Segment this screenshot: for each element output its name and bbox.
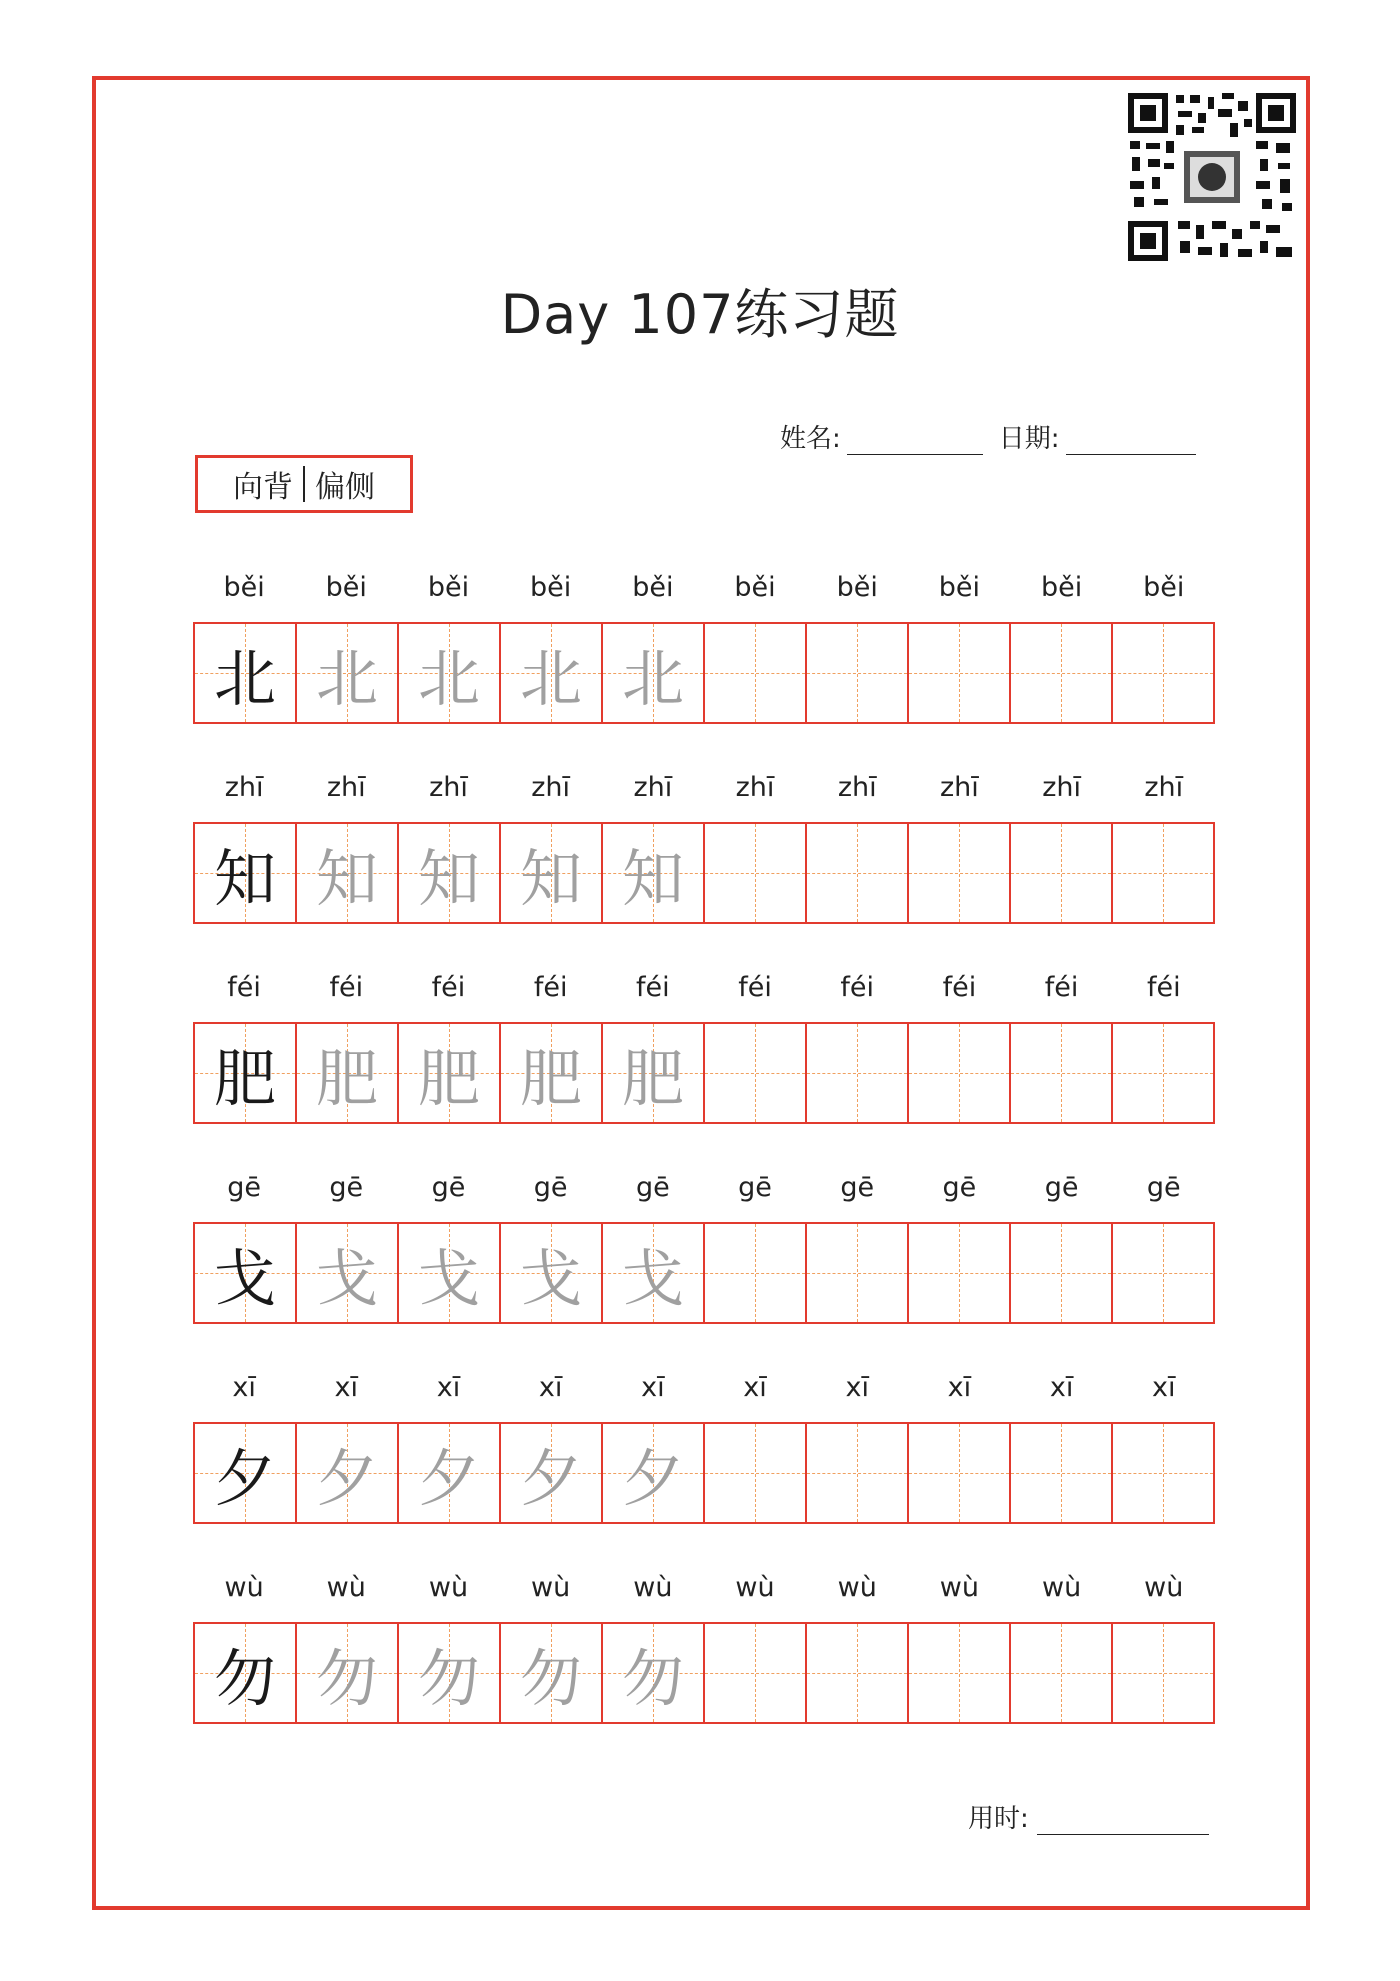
practice-row bbox=[193, 766, 1215, 924]
trace-character: 戈 bbox=[519, 1241, 582, 1315]
pinyin-label: wù bbox=[837, 1572, 877, 1603]
tian-grid bbox=[193, 1422, 1215, 1524]
trace-character: 夕 bbox=[519, 1441, 582, 1515]
writing-cell[interactable] bbox=[501, 1224, 603, 1322]
trace-character: 戈 bbox=[315, 1241, 378, 1315]
pinyin-label: gē bbox=[738, 1172, 772, 1203]
pinyin-label: wù bbox=[1144, 1572, 1184, 1603]
practice-row bbox=[193, 1566, 1215, 1724]
pinyin-label: gē bbox=[329, 1172, 364, 1203]
pinyin-label: xī bbox=[743, 1372, 767, 1403]
horizontal-guide bbox=[807, 673, 907, 674]
pinyin-label: wù bbox=[531, 1572, 571, 1603]
pinyin-label: wù bbox=[428, 1572, 469, 1603]
date-blank[interactable] bbox=[1066, 426, 1196, 455]
practice-row bbox=[193, 1366, 1215, 1524]
time-label: 用时: bbox=[968, 1804, 1029, 1834]
pinyin-label: wù bbox=[633, 1572, 673, 1603]
writing-cell[interactable] bbox=[603, 1624, 705, 1722]
pinyin-label: xī bbox=[947, 1372, 972, 1403]
writing-cell[interactable] bbox=[399, 1624, 501, 1722]
trace-character: 肥 bbox=[519, 1041, 582, 1115]
writing-cell[interactable] bbox=[297, 1624, 399, 1722]
writing-cell[interactable] bbox=[603, 1424, 705, 1522]
pinyin-label: xī bbox=[436, 1372, 461, 1403]
writing-cell[interactable] bbox=[195, 1024, 297, 1122]
trace-character: 北 bbox=[621, 641, 684, 715]
pinyin-label: xī bbox=[334, 1372, 359, 1403]
pinyin-label: gē bbox=[942, 1172, 977, 1203]
practice-row bbox=[193, 966, 1215, 1124]
horizontal-guide bbox=[1113, 1673, 1213, 1674]
pinyin-label: féi bbox=[1044, 972, 1079, 1003]
writing-cell[interactable] bbox=[705, 1424, 807, 1522]
trace-character: 肥 bbox=[417, 1041, 480, 1115]
tag-right: 偏侧 bbox=[315, 470, 375, 505]
trace-character: 知 bbox=[519, 841, 582, 915]
pinyin-label: féi bbox=[431, 972, 466, 1003]
pinyin-label: zhī bbox=[326, 772, 366, 803]
pinyin-label: wù bbox=[939, 1572, 979, 1603]
horizontal-guide bbox=[705, 1673, 805, 1674]
writing-cell[interactable] bbox=[1011, 824, 1113, 922]
pinyin-row bbox=[193, 1166, 1215, 1210]
trace-character: 戈 bbox=[621, 1241, 684, 1315]
horizontal-guide bbox=[705, 1273, 805, 1274]
horizontal-guide bbox=[705, 673, 805, 674]
pinyin-row bbox=[193, 566, 1215, 610]
writing-cell[interactable] bbox=[909, 1424, 1011, 1522]
pinyin-row bbox=[193, 1566, 1215, 1610]
practice-row bbox=[193, 1166, 1215, 1324]
writing-cell[interactable] bbox=[909, 624, 1011, 722]
tian-grid bbox=[193, 822, 1215, 924]
pinyin-label: běi bbox=[223, 572, 265, 603]
pinyin-label: féi bbox=[227, 972, 261, 1003]
pinyin-label: gē bbox=[1044, 1172, 1079, 1203]
pinyin-label: féi bbox=[533, 972, 568, 1003]
pinyin-label: gē bbox=[533, 1172, 568, 1203]
writing-cell[interactable] bbox=[399, 824, 501, 922]
trace-character: 勿 bbox=[315, 1641, 378, 1715]
trace-character: 北 bbox=[519, 641, 582, 715]
writing-cell[interactable] bbox=[1113, 624, 1213, 722]
pinyin-label: wù bbox=[735, 1572, 775, 1603]
writing-cell[interactable] bbox=[1113, 1224, 1213, 1322]
writing-cell[interactable] bbox=[1011, 1624, 1113, 1722]
tian-grid bbox=[193, 1222, 1215, 1324]
pinyin-label: féi bbox=[329, 972, 364, 1003]
writing-cell[interactable] bbox=[603, 1224, 705, 1322]
writing-cell[interactable] bbox=[909, 1024, 1011, 1122]
pinyin-label: féi bbox=[636, 972, 670, 1003]
lesson-tag bbox=[195, 455, 413, 513]
horizontal-guide bbox=[705, 1073, 805, 1074]
model-character: 夕 bbox=[213, 1441, 276, 1515]
horizontal-guide bbox=[909, 673, 1009, 674]
date-label: 日期: bbox=[998, 424, 1060, 454]
trace-character: 勿 bbox=[417, 1641, 480, 1715]
qr-code-icon bbox=[1126, 91, 1298, 263]
tag-separator bbox=[303, 466, 305, 502]
writing-cell[interactable] bbox=[909, 1224, 1011, 1322]
horizontal-guide bbox=[1011, 673, 1111, 674]
trace-character: 勿 bbox=[519, 1641, 582, 1715]
name-date-fields bbox=[780, 418, 1196, 455]
writing-cell[interactable] bbox=[297, 1224, 399, 1322]
writing-cell[interactable] bbox=[501, 1424, 603, 1522]
horizontal-guide bbox=[807, 1473, 907, 1474]
trace-character: 勿 bbox=[621, 1641, 684, 1715]
horizontal-guide bbox=[705, 873, 805, 874]
writing-cell[interactable] bbox=[501, 1024, 603, 1122]
horizontal-guide bbox=[909, 1073, 1009, 1074]
model-character: 知 bbox=[213, 841, 276, 915]
writing-cell[interactable] bbox=[501, 824, 603, 922]
trace-character: 肥 bbox=[315, 1041, 378, 1115]
pinyin-label: zhī bbox=[633, 772, 673, 803]
writing-cell[interactable] bbox=[909, 824, 1011, 922]
pinyin-label: féi bbox=[942, 972, 977, 1003]
model-character: 戈 bbox=[213, 1241, 276, 1315]
pinyin-label: zhī bbox=[837, 772, 877, 803]
pinyin-label: zhī bbox=[940, 772, 979, 803]
trace-character: 北 bbox=[417, 641, 480, 715]
writing-cell[interactable] bbox=[501, 624, 603, 722]
pinyin-label: xī bbox=[232, 1372, 256, 1403]
writing-cell[interactable] bbox=[399, 624, 501, 722]
pinyin-label: gē bbox=[431, 1172, 466, 1203]
writing-cell[interactable] bbox=[603, 824, 705, 922]
pinyin-label: féi bbox=[738, 972, 772, 1003]
pinyin-label: wù bbox=[224, 1572, 264, 1603]
writing-cell[interactable] bbox=[399, 1424, 501, 1522]
writing-cell[interactable] bbox=[195, 624, 297, 722]
horizontal-guide bbox=[1113, 1273, 1213, 1274]
pinyin-label: zhī bbox=[1042, 772, 1081, 803]
pinyin-label: běi bbox=[530, 572, 572, 603]
pinyin-label: zhī bbox=[1144, 772, 1184, 803]
writing-cell[interactable] bbox=[399, 1224, 501, 1322]
writing-cell[interactable] bbox=[807, 1224, 909, 1322]
writing-cell[interactable] bbox=[297, 624, 399, 722]
pinyin-label: féi bbox=[1146, 972, 1181, 1003]
trace-character: 知 bbox=[621, 841, 684, 915]
writing-cell[interactable] bbox=[1011, 1424, 1113, 1522]
horizontal-guide bbox=[1113, 1073, 1213, 1074]
writing-cell[interactable] bbox=[705, 824, 807, 922]
writing-cell[interactable] bbox=[297, 1024, 399, 1122]
pinyin-label: xī bbox=[1049, 1372, 1074, 1403]
horizontal-guide bbox=[909, 1273, 1009, 1274]
writing-cell[interactable] bbox=[705, 1624, 807, 1722]
pinyin-label: běi bbox=[325, 572, 367, 603]
writing-cell[interactable] bbox=[807, 1424, 909, 1522]
horizontal-guide bbox=[807, 1673, 907, 1674]
horizontal-guide bbox=[807, 873, 907, 874]
name-label: 姓名: bbox=[780, 424, 841, 454]
model-character: 肥 bbox=[213, 1041, 276, 1115]
pinyin-label: féi bbox=[840, 972, 875, 1003]
trace-character: 夕 bbox=[621, 1441, 684, 1515]
pinyin-label: zhī bbox=[429, 772, 468, 803]
writing-cell[interactable] bbox=[195, 824, 297, 922]
writing-cell[interactable] bbox=[1011, 624, 1113, 722]
pinyin-row bbox=[193, 766, 1215, 810]
trace-character: 夕 bbox=[315, 1441, 378, 1515]
writing-cell[interactable] bbox=[1113, 1624, 1213, 1722]
writing-cell[interactable] bbox=[1011, 1224, 1113, 1322]
time-blank[interactable] bbox=[1037, 1806, 1209, 1835]
writing-cell[interactable] bbox=[603, 1024, 705, 1122]
writing-cell[interactable] bbox=[1113, 824, 1213, 922]
writing-cell[interactable] bbox=[807, 1624, 909, 1722]
writing-cell[interactable] bbox=[807, 824, 909, 922]
pinyin-label: běi bbox=[938, 572, 981, 603]
pinyin-label: zhī bbox=[735, 772, 775, 803]
pinyin-label: wù bbox=[326, 1572, 366, 1603]
pinyin-label: běi bbox=[427, 572, 470, 603]
horizontal-guide bbox=[807, 1273, 907, 1274]
tian-grid bbox=[193, 1022, 1215, 1124]
writing-cell[interactable] bbox=[705, 624, 807, 722]
pinyin-label: xī bbox=[845, 1372, 869, 1403]
name-blank[interactable] bbox=[847, 426, 983, 455]
writing-cell[interactable] bbox=[1113, 1424, 1213, 1522]
trace-character: 北 bbox=[315, 641, 378, 715]
horizontal-guide bbox=[1113, 873, 1213, 874]
writing-cell[interactable] bbox=[1113, 1024, 1213, 1122]
pinyin-row bbox=[193, 1366, 1215, 1410]
horizontal-guide bbox=[807, 1073, 907, 1074]
pinyin-label: běi bbox=[734, 572, 776, 603]
pinyin-label: gē bbox=[635, 1172, 670, 1203]
writing-cell[interactable] bbox=[195, 1424, 297, 1522]
tag-left: 向背 bbox=[233, 470, 293, 505]
pinyin-label: gē bbox=[227, 1172, 261, 1203]
pinyin-label: běi bbox=[632, 572, 674, 603]
horizontal-guide bbox=[1011, 873, 1111, 874]
writing-cell[interactable] bbox=[195, 1624, 297, 1722]
pinyin-label: gē bbox=[1146, 1172, 1181, 1203]
writing-cell[interactable] bbox=[807, 1024, 909, 1122]
horizontal-guide bbox=[1113, 673, 1213, 674]
pinyin-label: běi bbox=[1040, 572, 1083, 603]
pinyin-label: xī bbox=[538, 1372, 563, 1403]
pinyin-label: zhī bbox=[224, 772, 264, 803]
pinyin-label: zhī bbox=[531, 772, 571, 803]
pinyin-label: wù bbox=[1041, 1572, 1082, 1603]
trace-character: 戈 bbox=[417, 1241, 480, 1315]
writing-cell[interactable] bbox=[807, 624, 909, 722]
pinyin-label: gē bbox=[840, 1172, 875, 1203]
trace-character: 知 bbox=[315, 841, 378, 915]
tian-grid bbox=[193, 1622, 1215, 1724]
time-field bbox=[968, 1798, 1209, 1835]
horizontal-guide bbox=[909, 1673, 1009, 1674]
horizontal-guide bbox=[909, 1473, 1009, 1474]
writing-cell[interactable] bbox=[705, 1224, 807, 1322]
pinyin-label: běi bbox=[836, 572, 878, 603]
model-character: 勿 bbox=[213, 1641, 276, 1715]
pinyin-label: xī bbox=[641, 1372, 665, 1403]
horizontal-guide bbox=[1011, 1273, 1111, 1274]
writing-cell[interactable] bbox=[909, 1624, 1011, 1722]
page-title: Day 107练习题 bbox=[500, 283, 900, 346]
horizontal-guide bbox=[705, 1473, 805, 1474]
horizontal-guide bbox=[1011, 1073, 1111, 1074]
trace-character: 知 bbox=[417, 841, 480, 915]
writing-cell[interactable] bbox=[399, 1024, 501, 1122]
horizontal-guide bbox=[1011, 1673, 1111, 1674]
horizontal-guide bbox=[909, 873, 1009, 874]
writing-cell[interactable] bbox=[705, 1024, 807, 1122]
writing-cell[interactable] bbox=[501, 1624, 603, 1722]
practice-row bbox=[193, 566, 1215, 724]
horizontal-guide bbox=[1011, 1473, 1111, 1474]
trace-character: 肥 bbox=[621, 1041, 684, 1115]
pinyin-row bbox=[193, 966, 1215, 1010]
tian-grid bbox=[193, 622, 1215, 724]
horizontal-guide bbox=[1113, 1473, 1213, 1474]
writing-cell[interactable] bbox=[1011, 1024, 1113, 1122]
model-character: 北 bbox=[213, 641, 276, 715]
writing-cell[interactable] bbox=[195, 1224, 297, 1322]
trace-character: 夕 bbox=[417, 1441, 480, 1515]
pinyin-label: xī bbox=[1152, 1372, 1176, 1403]
writing-cell[interactable] bbox=[297, 1424, 399, 1522]
pinyin-label: běi bbox=[1143, 572, 1185, 603]
writing-cell[interactable] bbox=[603, 624, 705, 722]
writing-cell[interactable] bbox=[297, 824, 399, 922]
